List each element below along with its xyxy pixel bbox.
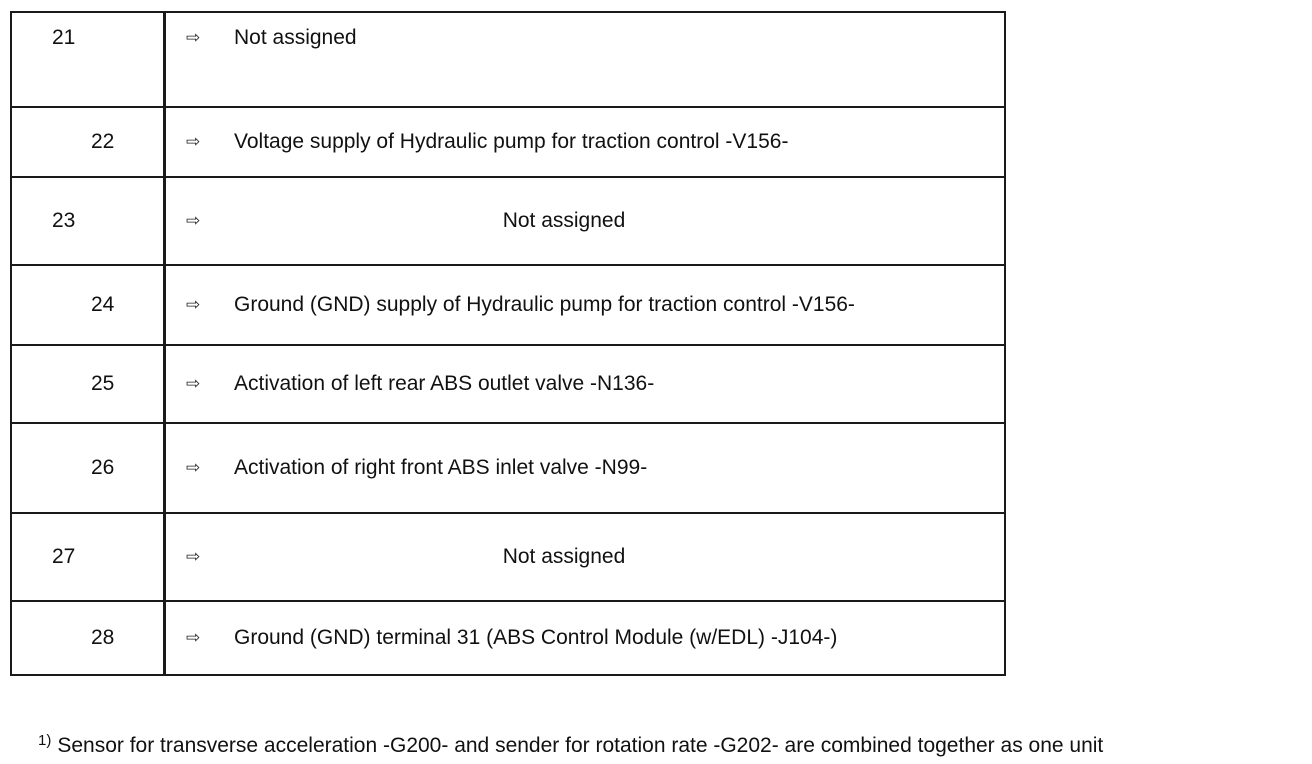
pin-number: 28 bbox=[91, 626, 115, 649]
pin-number-cell bbox=[11, 601, 165, 675]
pin-number: 25 bbox=[91, 372, 115, 395]
pin-number-cell bbox=[11, 423, 165, 513]
table-row bbox=[11, 265, 1005, 345]
pin-number: 22 bbox=[91, 130, 115, 153]
pin-description: Ground (GND) supply of Hydraulic pump for traction control -V156- bbox=[234, 293, 855, 316]
arrow-right-icon: ⇨ bbox=[186, 628, 201, 647]
pin-description-cell bbox=[165, 423, 1006, 513]
pin-description-cell bbox=[165, 601, 1006, 675]
pin-description: Activation of left rear ABS outlet valve -N136- bbox=[234, 372, 655, 395]
pin-description: Activation of right front ABS inlet valve -N99- bbox=[234, 456, 648, 479]
table-row bbox=[11, 107, 1005, 177]
table-row bbox=[11, 12, 1005, 107]
pin-description-cell bbox=[165, 177, 1006, 265]
table-row bbox=[11, 513, 1005, 601]
pin-number-cell bbox=[11, 265, 165, 345]
pin-description-cell bbox=[165, 107, 1006, 177]
pin-number: 24 bbox=[91, 293, 115, 316]
pin-description-cell bbox=[165, 265, 1006, 345]
footnote-text: Sensor for transverse acceleration -G200- and sender for rotation rate -G202- are combined together as one unit bbox=[57, 734, 1104, 757]
arrow-right-icon: ⇨ bbox=[186, 458, 201, 477]
arrow-right-icon: ⇨ bbox=[186, 547, 201, 566]
pin-assignment-table bbox=[10, 11, 1006, 676]
footnote bbox=[38, 728, 1103, 759]
table-row bbox=[11, 423, 1005, 513]
arrow-right-icon: ⇨ bbox=[186, 132, 201, 151]
arrow-right-icon: ⇨ bbox=[186, 28, 201, 47]
table-row bbox=[11, 601, 1005, 675]
pin-number-cell bbox=[11, 12, 165, 107]
pin-number-cell bbox=[11, 107, 165, 177]
pin-number-cell bbox=[11, 513, 165, 601]
arrow-right-icon: ⇨ bbox=[186, 211, 201, 230]
pin-description-cell bbox=[165, 513, 1006, 601]
pin-number: 26 bbox=[91, 456, 115, 479]
pin-description: Ground (GND) terminal 31 (ABS Control Module (w/EDL) -J104-) bbox=[234, 626, 838, 649]
pin-number: 21 bbox=[52, 26, 76, 49]
table-row bbox=[11, 345, 1005, 423]
pin-number: 27 bbox=[52, 545, 76, 568]
pin-number-cell bbox=[11, 345, 165, 423]
pin-number: 23 bbox=[52, 209, 76, 232]
pin-description: Not assigned bbox=[502, 545, 626, 568]
pin-description: Not assigned bbox=[234, 26, 357, 49]
pin-description-cell bbox=[165, 345, 1006, 423]
arrow-right-icon: ⇨ bbox=[186, 295, 201, 314]
table-row bbox=[11, 177, 1005, 265]
pin-description: Voltage supply of Hydraulic pump for traction control -V156- bbox=[234, 130, 789, 153]
arrow-right-icon: ⇨ bbox=[186, 374, 201, 393]
footnote-marker: 1) bbox=[38, 732, 52, 749]
pin-description-cell bbox=[165, 12, 1006, 107]
pin-number-cell bbox=[11, 177, 165, 265]
pin-description: Not assigned bbox=[502, 209, 626, 232]
